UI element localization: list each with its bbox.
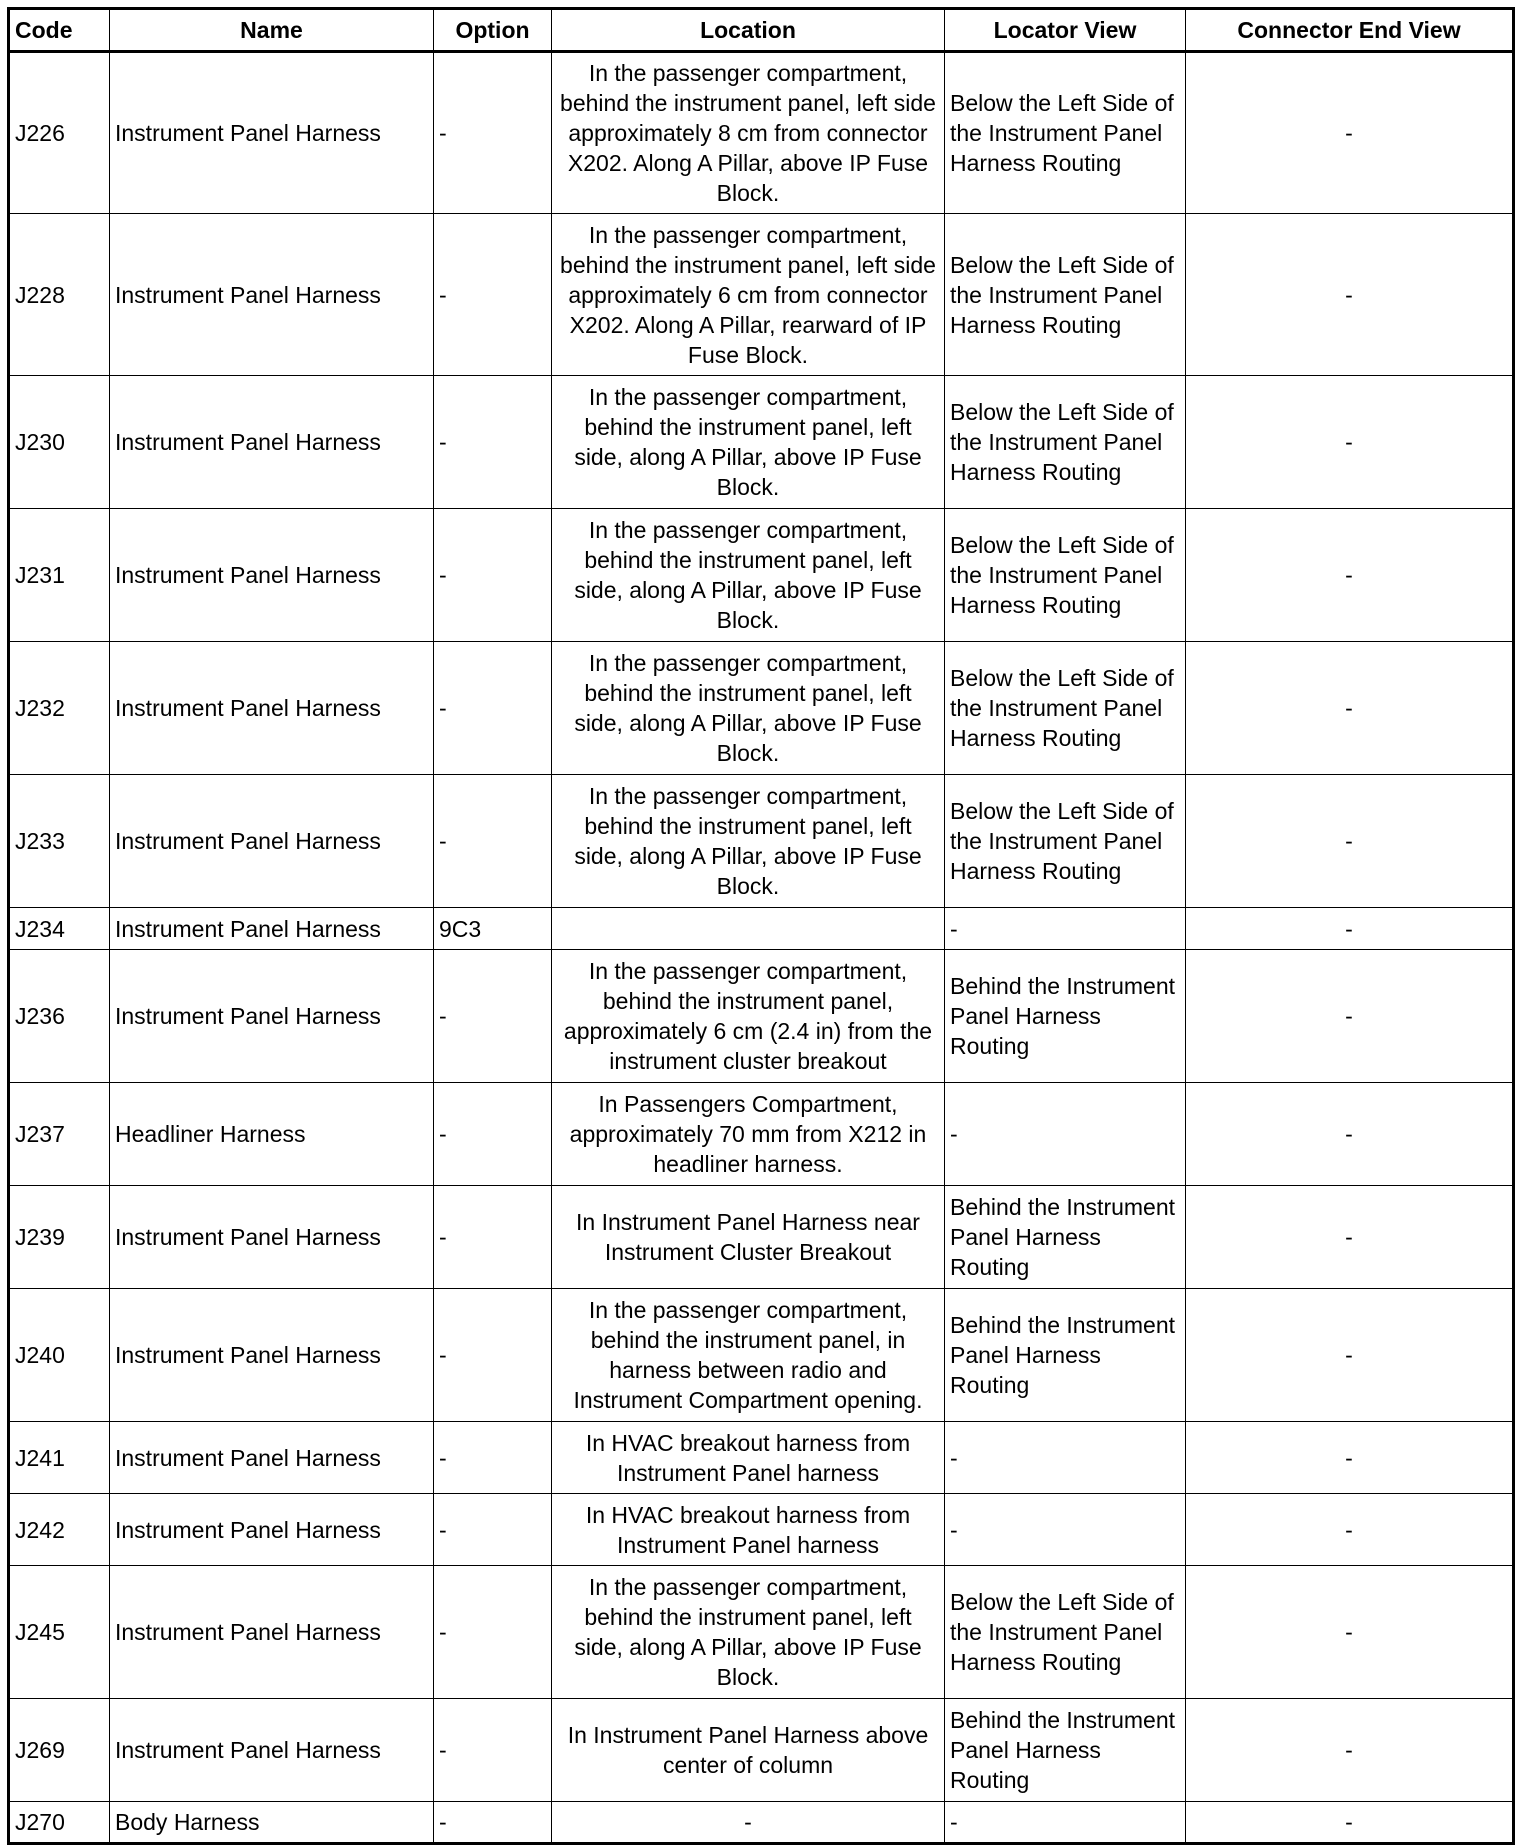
cell-name: Instrument Panel Harness xyxy=(110,1494,434,1566)
header-name: Name xyxy=(110,9,434,52)
cell-locator-view: - xyxy=(945,1494,1186,1566)
cell-locator-view: Behind the Instrument Panel Harness Routing xyxy=(945,1289,1186,1422)
cell-connector-end-view: - xyxy=(1186,642,1514,775)
table-row xyxy=(9,908,1514,950)
cell-code: J245 xyxy=(9,1566,110,1699)
cell-location: In the passenger compartment, behind the instrument panel, left side, along A Pillar, above IP Fuse Block. xyxy=(552,509,945,642)
cell-option: - xyxy=(434,1494,552,1566)
cell-locator-view: Below the Left Side of the Instrument Panel Harness Routing xyxy=(945,214,1186,376)
header-code: Code xyxy=(9,9,110,52)
cell-option: - xyxy=(434,1566,552,1699)
cell-locator-view: Below the Left Side of the Instrument Panel Harness Routing xyxy=(945,775,1186,908)
cell-code: J226 xyxy=(9,52,110,214)
cell-option: - xyxy=(434,642,552,775)
cell-location: - xyxy=(552,1802,945,1844)
table-row xyxy=(9,1566,1514,1699)
cell-code: J231 xyxy=(9,509,110,642)
cell-connector-end-view: - xyxy=(1186,376,1514,509)
cell-option: - xyxy=(434,775,552,908)
table-row xyxy=(9,1699,1514,1802)
cell-location: In the passenger compartment, behind the instrument panel, left side, along A Pillar, above IP Fuse Block. xyxy=(552,1566,945,1699)
cell-locator-view: Behind the Instrument Panel Harness Routing xyxy=(945,1186,1186,1289)
cell-code: J232 xyxy=(9,642,110,775)
cell-location: In the passenger compartment, behind the instrument panel, left side approximately 8 cm from connector X202. Along A Pillar, above IP Fuse Block. xyxy=(552,52,945,214)
cell-option: - xyxy=(434,950,552,1083)
cell-location: In Passengers Compartment, approximately 70 mm from X212 in headliner harness. xyxy=(552,1083,945,1186)
cell-name: Instrument Panel Harness xyxy=(110,1699,434,1802)
header-row xyxy=(9,9,1514,52)
cell-name: Body Harness xyxy=(110,1802,434,1844)
cell-code: J269 xyxy=(9,1699,110,1802)
cell-locator-view: - xyxy=(945,1422,1186,1494)
cell-location xyxy=(552,908,945,950)
cell-option: - xyxy=(434,1289,552,1422)
table-row xyxy=(9,1422,1514,1494)
cell-option: - xyxy=(434,1083,552,1186)
cell-locator-view: Below the Left Side of the Instrument Panel Harness Routing xyxy=(945,1566,1186,1699)
cell-connector-end-view: - xyxy=(1186,214,1514,376)
cell-locator-view: - xyxy=(945,1802,1186,1844)
cell-location: In the passenger compartment, behind the instrument panel, left side approximately 6 cm from connector X202. Along A Pillar, rearward of IP Fuse Block. xyxy=(552,214,945,376)
table-row xyxy=(9,376,1514,509)
cell-locator-view: Below the Left Side of the Instrument Panel Harness Routing xyxy=(945,509,1186,642)
table-row xyxy=(9,642,1514,775)
table-header xyxy=(9,9,1514,52)
cell-option: 9C3 xyxy=(434,908,552,950)
cell-name: Headliner Harness xyxy=(110,1083,434,1186)
header-locator-view: Locator View xyxy=(945,9,1186,52)
cell-code: J230 xyxy=(9,376,110,509)
cell-connector-end-view: - xyxy=(1186,52,1514,214)
cell-option: - xyxy=(434,1422,552,1494)
cell-location: In Instrument Panel Harness above center of column xyxy=(552,1699,945,1802)
cell-option: - xyxy=(434,1802,552,1844)
cell-option: - xyxy=(434,1699,552,1802)
header-connector-end-view: Connector End View xyxy=(1186,9,1514,52)
cell-code: J240 xyxy=(9,1289,110,1422)
cell-option: - xyxy=(434,1186,552,1289)
cell-code: J237 xyxy=(9,1083,110,1186)
header-location: Location xyxy=(552,9,945,52)
cell-name: Instrument Panel Harness xyxy=(110,1566,434,1699)
cell-connector-end-view: - xyxy=(1186,1083,1514,1186)
table-row xyxy=(9,950,1514,1083)
cell-code: J270 xyxy=(9,1802,110,1844)
cell-name: Instrument Panel Harness xyxy=(110,376,434,509)
cell-option: - xyxy=(434,376,552,509)
cell-location: In the passenger compartment, behind the instrument panel, left side, along A Pillar, above IP Fuse Block. xyxy=(552,376,945,509)
table-row xyxy=(9,1186,1514,1289)
table-row xyxy=(9,1494,1514,1566)
cell-locator-view: Behind the Instrument Panel Harness Routing xyxy=(945,950,1186,1083)
connector-table xyxy=(7,7,1515,1845)
cell-code: J236 xyxy=(9,950,110,1083)
cell-locator-view: Behind the Instrument Panel Harness Routing xyxy=(945,1699,1186,1802)
cell-connector-end-view: - xyxy=(1186,509,1514,642)
cell-locator-view: Below the Left Side of the Instrument Panel Harness Routing xyxy=(945,642,1186,775)
cell-name: Instrument Panel Harness xyxy=(110,908,434,950)
cell-code: J241 xyxy=(9,1422,110,1494)
cell-code: J239 xyxy=(9,1186,110,1289)
cell-location: In the passenger compartment, behind the instrument panel, left side, along A Pillar, above IP Fuse Block. xyxy=(552,775,945,908)
cell-locator-view: - xyxy=(945,1083,1186,1186)
cell-location: In HVAC breakout harness from Instrument Panel harness xyxy=(552,1422,945,1494)
cell-locator-view: Below the Left Side of the Instrument Panel Harness Routing xyxy=(945,376,1186,509)
cell-locator-view: - xyxy=(945,908,1186,950)
table-row xyxy=(9,214,1514,376)
table-row xyxy=(9,1083,1514,1186)
cell-location: In Instrument Panel Harness near Instrument Cluster Breakout xyxy=(552,1186,945,1289)
cell-name: Instrument Panel Harness xyxy=(110,52,434,214)
table-row xyxy=(9,1289,1514,1422)
cell-connector-end-view: - xyxy=(1186,1566,1514,1699)
cell-option: - xyxy=(434,52,552,214)
cell-code: J234 xyxy=(9,908,110,950)
cell-name: Instrument Panel Harness xyxy=(110,1289,434,1422)
cell-name: Instrument Panel Harness xyxy=(110,1186,434,1289)
cell-code: J242 xyxy=(9,1494,110,1566)
cell-option: - xyxy=(434,214,552,376)
cell-location: In the passenger compartment, behind the instrument panel, in harness between radio and Instrument Compartment opening. xyxy=(552,1289,945,1422)
cell-name: Instrument Panel Harness xyxy=(110,1422,434,1494)
table-row xyxy=(9,509,1514,642)
cell-connector-end-view: - xyxy=(1186,1186,1514,1289)
cell-connector-end-view: - xyxy=(1186,1699,1514,1802)
cell-connector-end-view: - xyxy=(1186,1494,1514,1566)
cell-connector-end-view: - xyxy=(1186,1802,1514,1844)
header-option: Option xyxy=(434,9,552,52)
cell-name: Instrument Panel Harness xyxy=(110,950,434,1083)
cell-name: Instrument Panel Harness xyxy=(110,214,434,376)
cell-connector-end-view: - xyxy=(1186,1422,1514,1494)
table-row xyxy=(9,775,1514,908)
cell-connector-end-view: - xyxy=(1186,775,1514,908)
table-row xyxy=(9,52,1514,214)
cell-locator-view: Below the Left Side of the Instrument Panel Harness Routing xyxy=(945,52,1186,214)
cell-option: - xyxy=(434,509,552,642)
table-row xyxy=(9,1802,1514,1844)
cell-connector-end-view: - xyxy=(1186,950,1514,1083)
cell-name: Instrument Panel Harness xyxy=(110,775,434,908)
cell-code: J233 xyxy=(9,775,110,908)
cell-location: In HVAC breakout harness from Instrument Panel harness xyxy=(552,1494,945,1566)
cell-location: In the passenger compartment, behind the instrument panel, left side, along A Pillar, above IP Fuse Block. xyxy=(552,642,945,775)
cell-code: J228 xyxy=(9,214,110,376)
cell-location: In the passenger compartment, behind the instrument panel, approximately 6 cm (2.4 in) from the instrument cluster breakout xyxy=(552,950,945,1083)
cell-connector-end-view: - xyxy=(1186,1289,1514,1422)
table-body xyxy=(9,52,1514,1844)
cell-name: Instrument Panel Harness xyxy=(110,642,434,775)
cell-name: Instrument Panel Harness xyxy=(110,509,434,642)
cell-connector-end-view: - xyxy=(1186,908,1514,950)
